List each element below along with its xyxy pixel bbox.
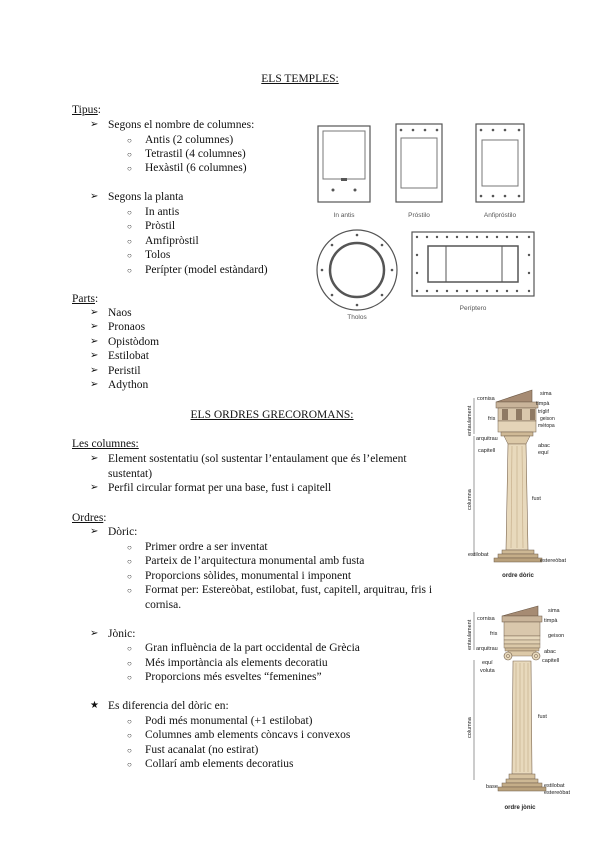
circle-bullet-icon: ○ xyxy=(127,659,132,668)
circle-bullet-icon: ○ xyxy=(127,222,132,231)
figure-label: geison xyxy=(548,633,565,639)
figure-label: abac xyxy=(538,443,550,449)
circle-bullet-icon: ○ xyxy=(127,557,132,566)
plan-label: Períptero xyxy=(459,305,487,312)
list-item: ➢ Adython xyxy=(90,379,149,391)
list-item: ○ Collarí amb elements decoratius xyxy=(127,757,294,772)
figure-label: capitell xyxy=(478,448,496,454)
arrow-bullet-icon: ➢ xyxy=(90,307,99,318)
circle-bullet-icon: ○ xyxy=(127,760,132,769)
list-item: ○ Proporcions sòlides, monumental i imponent xyxy=(127,569,351,584)
figure-label: timpà xyxy=(544,618,558,624)
prostyle-plan xyxy=(396,124,442,202)
circle-bullet-icon: ○ xyxy=(127,251,132,260)
figure-label: voluta xyxy=(480,668,495,674)
circle-bullet-icon: ○ xyxy=(127,572,132,581)
plan-label: In antis xyxy=(333,212,355,219)
plan-label: Próstilo xyxy=(408,212,430,219)
circle-bullet-icon: ○ xyxy=(127,586,132,595)
list-item: ➢ Jònic: xyxy=(90,628,136,640)
figure-label: estereòbat xyxy=(544,790,570,796)
ordres-heading: Ordres: xyxy=(72,512,107,524)
figure-label: estereòbat xyxy=(540,558,566,564)
list-item: ➢ Perfil circular format per una base, fust i capitell xyxy=(90,482,332,494)
figure-label: equí xyxy=(538,450,549,456)
list-item: ○ Fust acanalat (no estirat) xyxy=(127,743,258,758)
arrow-bullet-icon: ➢ xyxy=(90,628,99,639)
star-bullet-icon: ★ xyxy=(90,700,99,711)
figure-side-label: entaulament xyxy=(467,405,473,436)
ionic-order-figure xyxy=(462,604,574,816)
figure-label: cornisa xyxy=(477,396,495,402)
arrow-bullet-icon: ➢ xyxy=(90,365,99,376)
section-title: ELS ORDRES GRECOROMANS: xyxy=(190,409,354,421)
circle-bullet-icon: ○ xyxy=(127,136,132,145)
list-item: ○ Gran influència de la part occidental de Grècia xyxy=(127,641,360,656)
circle-bullet-icon: ○ xyxy=(127,543,132,552)
circle-bullet-icon: ○ xyxy=(127,644,132,653)
arrow-bullet-icon: ➢ xyxy=(90,336,99,347)
list-item: ➢ Peristil xyxy=(90,365,141,377)
figure-side-label: columna xyxy=(467,717,473,738)
list-item: ○ Columnes amb elements còncavs i convexos xyxy=(127,728,350,743)
figure-label: mètopa xyxy=(538,423,555,429)
figure-caption: ordre jònic xyxy=(504,805,536,811)
parts-heading: Parts: xyxy=(72,293,99,305)
arrow-bullet-icon: ➢ xyxy=(90,482,99,493)
list-item: ○ Perípter (model estàndard) xyxy=(127,263,268,278)
list-item: ○ Tolos xyxy=(127,248,170,263)
figure-label: cornisa xyxy=(477,616,495,622)
circle-bullet-icon: ○ xyxy=(127,731,132,740)
circle-bullet-icon: ○ xyxy=(127,746,132,755)
amphiprostyle-plan xyxy=(476,124,524,202)
in-antis-plan xyxy=(318,126,370,202)
circle-bullet-icon: ○ xyxy=(127,266,132,275)
list-item: ★ Es diferencia del dòric en: xyxy=(90,700,229,712)
figure-label: geison xyxy=(540,416,555,422)
circle-bullet-icon: ○ xyxy=(127,150,132,159)
list-item: ➢ Segons la planta xyxy=(90,191,184,203)
figure-label: sima xyxy=(548,608,560,614)
doric-order-figure xyxy=(462,388,574,582)
list-item: ➢ Opistòdom xyxy=(90,336,160,348)
list-item: ○ Proporcions més esveltes “femenines” xyxy=(127,670,322,685)
figure-label: arquitrau xyxy=(476,646,498,652)
circle-bullet-icon: ○ xyxy=(127,717,132,726)
list-item: ○ Format per: Estereòbat, estilobat, fust, capitell, arquitrau, fris i cornisa. xyxy=(127,584,433,611)
list-item: ○ In antis xyxy=(127,205,179,220)
list-item: ➢ Dòric: xyxy=(90,526,138,538)
list-item: ➢ Naos xyxy=(90,307,132,319)
list-item: ○ Podi més monumental (+1 estilobat) xyxy=(127,714,312,729)
figure-label: arquitrau xyxy=(476,436,498,442)
tholos-plan xyxy=(317,230,397,310)
figure-label: fris xyxy=(490,631,498,637)
circle-bullet-icon: ○ xyxy=(127,164,132,173)
figure-label: base xyxy=(486,784,498,790)
figure-label: fust xyxy=(538,714,547,720)
circle-bullet-icon: ○ xyxy=(127,237,132,246)
plan-label: Tholos xyxy=(347,314,367,321)
list-item: ➢ Estilobat xyxy=(90,350,149,362)
plan-label: Anfipróstilo xyxy=(483,212,517,219)
arrow-bullet-icon: ➢ xyxy=(90,379,99,390)
tipus-heading: Tipus: xyxy=(72,104,101,116)
arrow-bullet-icon: ➢ xyxy=(90,191,99,202)
figure-caption: ordre dòric xyxy=(502,573,534,579)
arrow-bullet-icon: ➢ xyxy=(90,526,99,537)
list-item: ○ Parteix de l’arquitectura monumental amb fusta xyxy=(127,554,364,569)
figure-label: capitell xyxy=(542,658,560,664)
list-item: ➢ Pronaos xyxy=(90,321,146,333)
circle-bullet-icon: ○ xyxy=(127,208,132,217)
list-item: ○ Hexàstil (6 columnes) xyxy=(127,161,247,176)
arrow-bullet-icon: ➢ xyxy=(90,350,99,361)
columnes-heading: Les columnes: xyxy=(72,438,139,450)
figure-label: sima xyxy=(540,391,552,397)
figure-label: estilobat xyxy=(544,783,565,789)
circle-bullet-icon: ○ xyxy=(127,673,132,682)
figure-label: timpà xyxy=(536,401,550,407)
list-item: ○ Amfipròstil xyxy=(127,234,199,249)
arrow-bullet-icon: ➢ xyxy=(90,321,99,332)
figure-label: equí xyxy=(482,660,493,666)
figure-side-label: columna xyxy=(467,489,473,510)
figure-label: estilobat xyxy=(468,552,489,558)
arrow-bullet-icon: ➢ xyxy=(90,119,99,130)
page-title: ELS TEMPLES: xyxy=(261,73,339,85)
figure-label: tríglif xyxy=(538,409,549,415)
list-item: ○ Pròstil xyxy=(127,219,175,234)
temple-plans-figure xyxy=(300,118,540,324)
list-item: ➢ Element sostentatiu (sol sustentar l’entaulament que és l’element sustentat) xyxy=(90,453,407,480)
figure-side-label: entaulament xyxy=(467,619,473,650)
pediment xyxy=(496,390,532,402)
figure-label: fris xyxy=(488,416,496,422)
list-item: ○ Primer ordre a ser inventat xyxy=(127,540,268,555)
peripteros-plan xyxy=(412,232,534,296)
list-item: ○ Més importància als elements decoratiu xyxy=(127,656,328,671)
list-item: ➢ Segons el nombre de columnes: xyxy=(90,119,255,131)
arrow-bullet-icon: ➢ xyxy=(90,453,99,464)
list-item: ○ Tetrastil (4 columnes) xyxy=(127,147,246,162)
list-item: ○ Antis (2 columnes) xyxy=(127,133,233,148)
figure-label: abac xyxy=(544,649,556,655)
figure-label: fust xyxy=(532,496,541,502)
